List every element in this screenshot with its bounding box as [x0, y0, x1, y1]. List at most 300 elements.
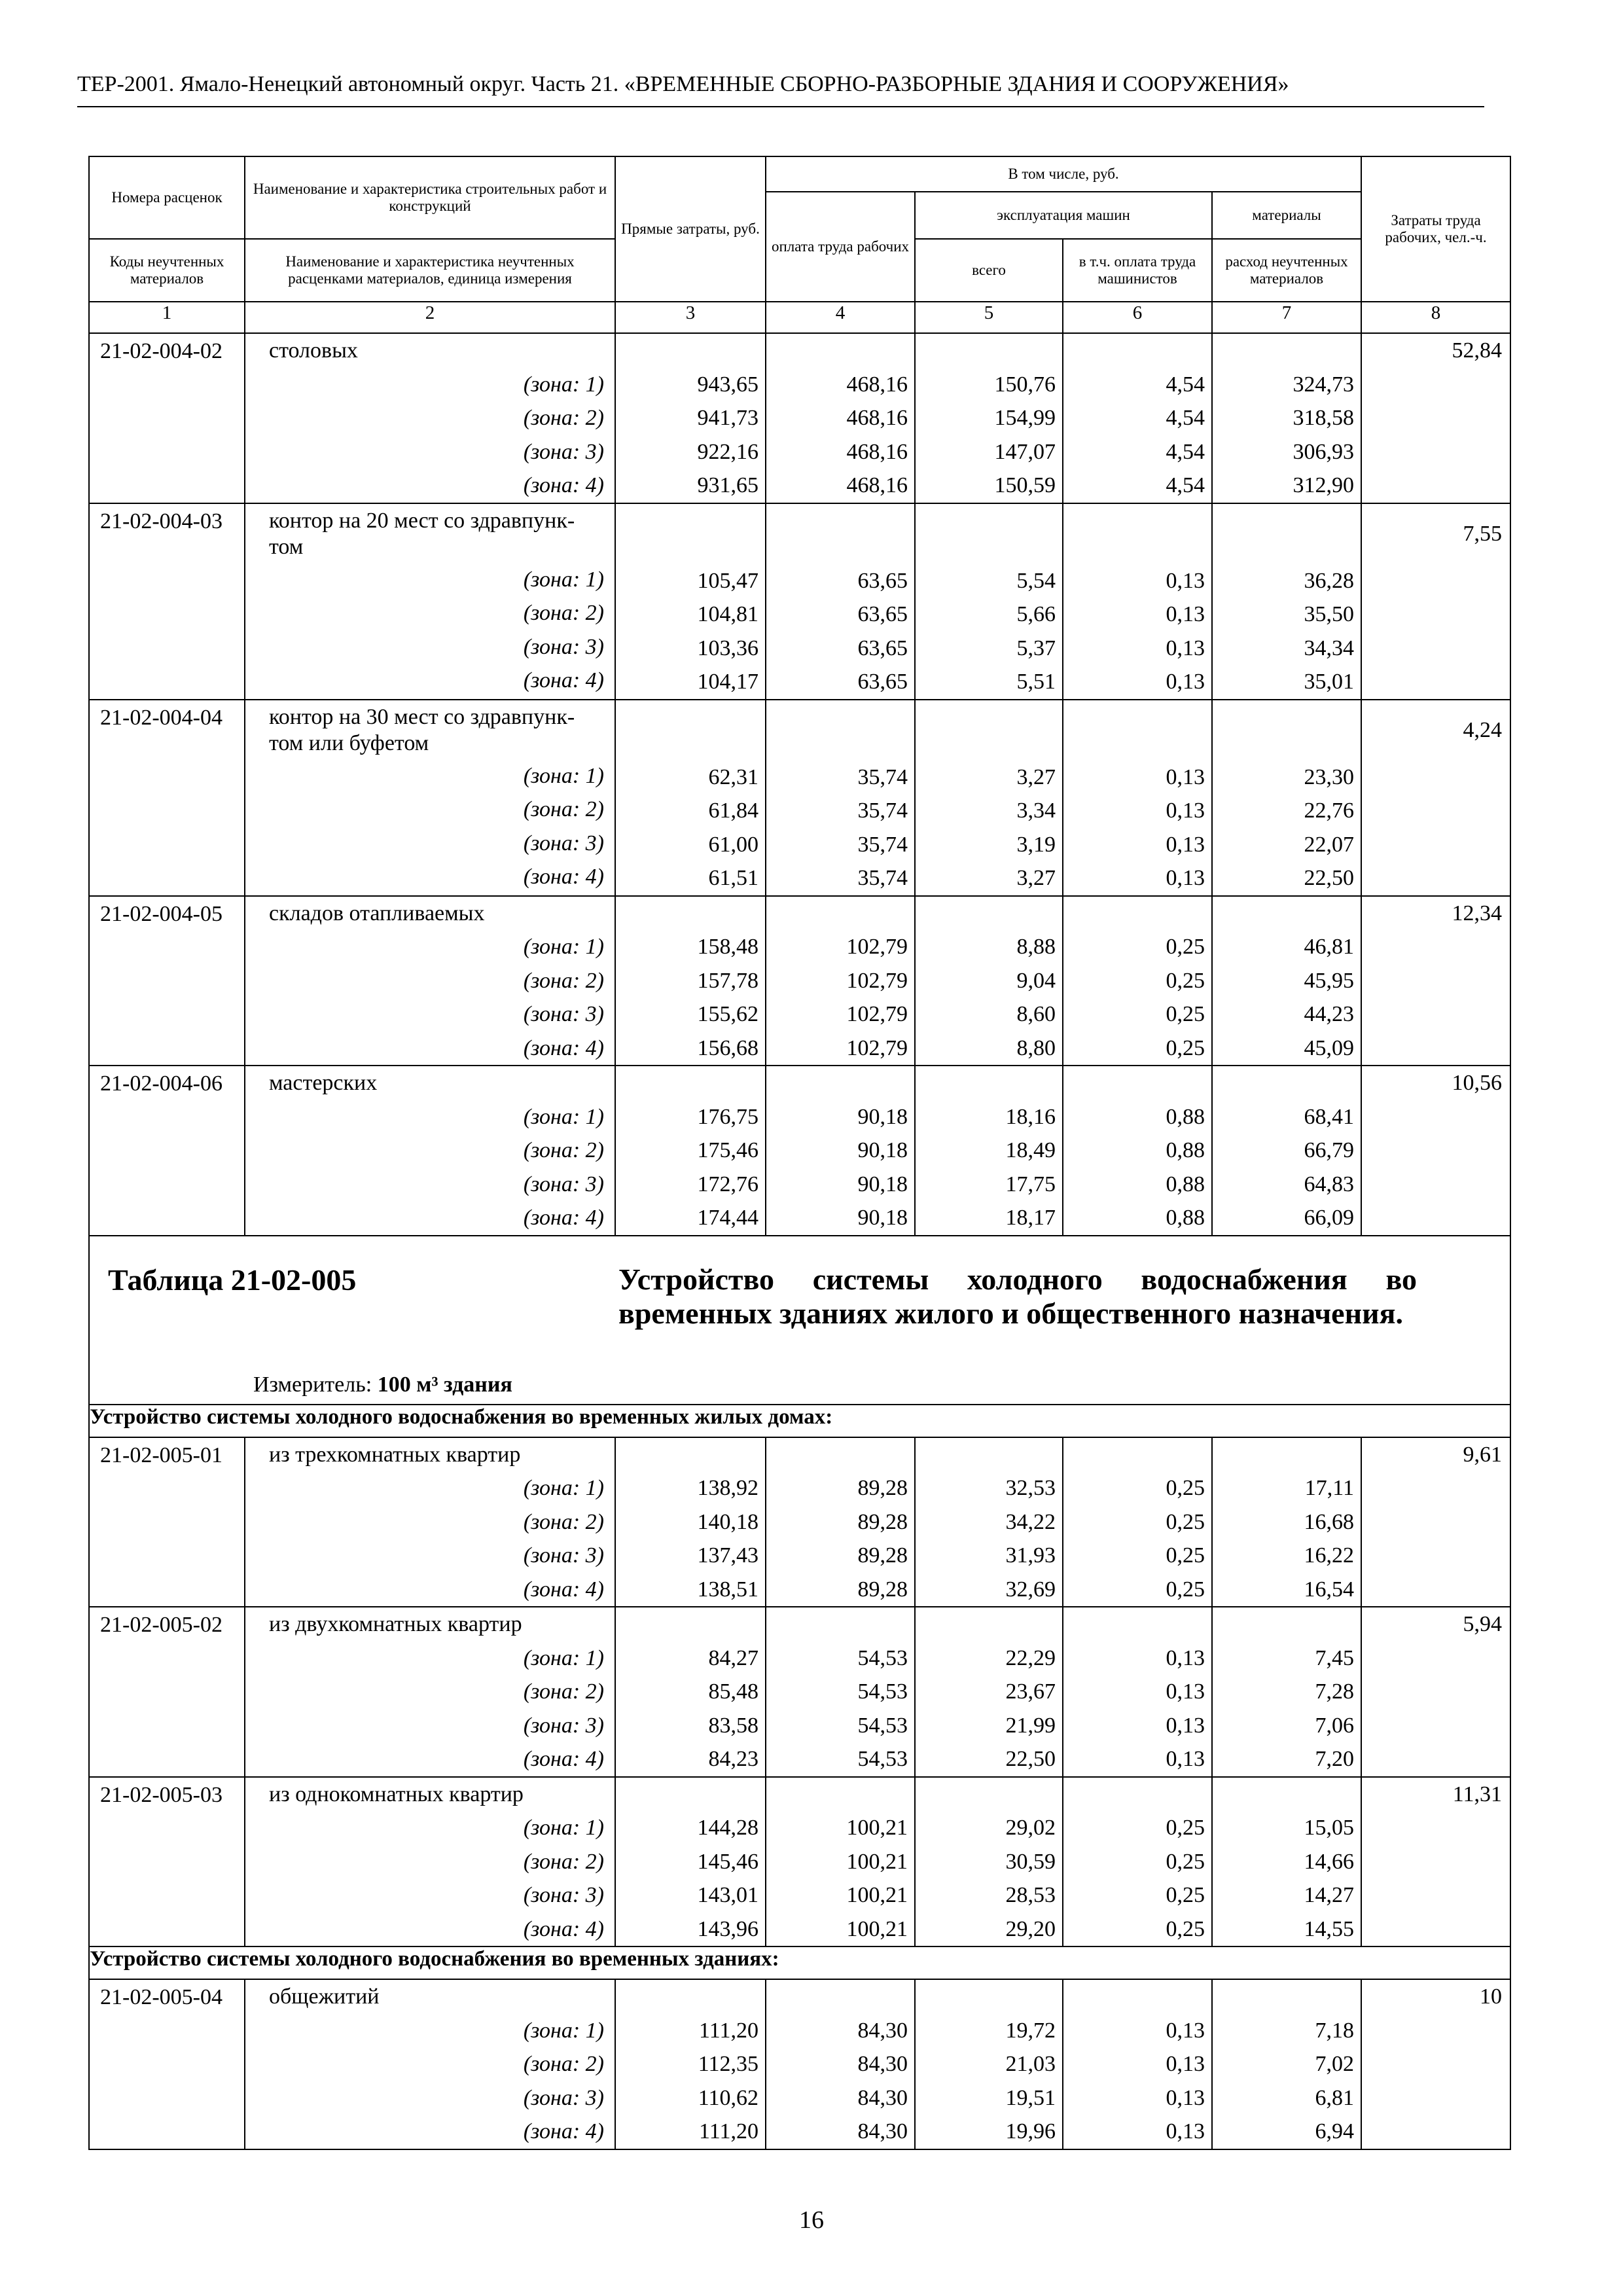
value: 468,16 [846, 439, 908, 464]
page-number: 16 [799, 2206, 824, 2234]
value: 0,13 [1166, 1747, 1205, 1771]
value-cell [1212, 1437, 1361, 1607]
value: 4,54 [1166, 473, 1205, 497]
spacer [916, 334, 1062, 368]
column-number: 3 [615, 302, 766, 333]
spacer [1063, 504, 1211, 564]
value-cell [1063, 1066, 1212, 1236]
value: 104,17 [697, 670, 758, 694]
col-machinist-pay: в т.ч. оплата труда машинистов [1063, 239, 1212, 302]
rates-group-c [89, 1979, 1510, 2149]
value: 17,11 [1304, 1476, 1355, 1500]
value: 16,54 [1304, 1577, 1355, 1602]
zone-label: (зона: 3) [523, 634, 604, 659]
value: 3,19 [1016, 832, 1056, 857]
zone-label: (зона: 2) [523, 797, 604, 821]
spacer [916, 1980, 1062, 2014]
col-total: всего [915, 239, 1063, 302]
value: 64,83 [1304, 1172, 1355, 1196]
value-cell [1212, 503, 1361, 700]
value: 28,53 [1005, 1883, 1056, 1907]
labor-cell [1361, 896, 1510, 1066]
value: 21,99 [1005, 1713, 1056, 1738]
work-name [245, 700, 615, 759]
value-cell [766, 503, 915, 700]
rate-code: 21-02-004-06 [89, 1066, 245, 1236]
spacer [766, 504, 914, 564]
zone-label: (зона: 3) [523, 439, 604, 464]
labor-value: 7,55 [1463, 521, 1503, 546]
spacer [1063, 1607, 1211, 1641]
value: 137,43 [697, 1543, 758, 1568]
labor-cell [1361, 503, 1510, 700]
work-name-cell [245, 503, 615, 700]
spacer [766, 334, 914, 368]
value: 100,21 [846, 1816, 908, 1840]
work-name-cell [245, 1066, 615, 1236]
value: 29,20 [1005, 1916, 1056, 1941]
spacer [616, 1607, 765, 1641]
value: 90,18 [857, 1172, 908, 1196]
value: 0,25 [1166, 1816, 1205, 1840]
rate-group-row [89, 1607, 1510, 1777]
table-title: Таблица 21-02-005 [108, 1263, 357, 1297]
value: 0,25 [1166, 1883, 1205, 1907]
labor-value: 11,31 [1452, 1782, 1503, 1806]
value: 468,16 [846, 372, 908, 397]
spacer [766, 1980, 914, 2014]
section-heading-row [89, 1405, 1510, 1437]
zone-label: (зона: 1) [523, 1816, 604, 1840]
spacer [766, 700, 914, 761]
zone-label: (зона: 2) [523, 2052, 604, 2076]
value-cell [766, 700, 915, 896]
value: 111,20 [699, 2119, 758, 2144]
value: 468,16 [846, 473, 908, 497]
value: 138,92 [697, 1476, 758, 1500]
zone-label: (зона: 2) [523, 1509, 604, 1534]
value: 84,30 [857, 2119, 908, 2144]
labor-value: 4,24 [1463, 717, 1503, 742]
value: 68,41 [1304, 1104, 1355, 1129]
value: 112,35 [698, 2052, 758, 2076]
value: 34,34 [1304, 636, 1355, 660]
value: 46,81 [1304, 935, 1355, 959]
value-cell [915, 1607, 1063, 1777]
spacer [1213, 504, 1361, 564]
labor-cell [1361, 1979, 1510, 2149]
spacer [616, 1980, 765, 2014]
value: 18,17 [1005, 1206, 1056, 1230]
spacer [1213, 1066, 1361, 1100]
value: 943,65 [697, 372, 758, 397]
value: 19,96 [1005, 2119, 1056, 2144]
value: 54,53 [857, 1645, 908, 1670]
value-cell [615, 503, 766, 700]
rate-code: 21-02-004-03 [89, 503, 245, 700]
zone-label: (зона: 2) [523, 1138, 604, 1162]
value: 84,23 [708, 1747, 758, 1771]
value: 0,25 [1166, 1035, 1205, 1060]
work-name-line: контор на 20 мест со здравпунк- [269, 508, 575, 533]
column-number: 6 [1063, 302, 1212, 333]
value: 5,66 [1016, 602, 1056, 626]
zone-label: (зона: 3) [523, 1713, 604, 1738]
rate-group-row [89, 1777, 1510, 1947]
value: 145,46 [697, 1849, 758, 1874]
spacer [766, 1607, 914, 1641]
value-cell [915, 1066, 1063, 1236]
value-cell [1212, 1979, 1361, 2149]
labor-value: 52,84 [1452, 338, 1503, 363]
value: 14,27 [1304, 1883, 1355, 1907]
zone-label: (зона: 1) [523, 763, 604, 788]
table-005-heading-row [89, 1236, 1510, 1405]
value: 31,93 [1005, 1543, 1056, 1568]
spacer [766, 1438, 914, 1472]
spacer [916, 1607, 1062, 1641]
spacer [916, 897, 1062, 931]
value: 7,06 [1315, 1713, 1355, 1738]
value: 45,09 [1304, 1035, 1355, 1060]
spacer [916, 700, 1062, 761]
value: 102,79 [846, 935, 908, 959]
value-cell [766, 1066, 915, 1236]
rate-code: 21-02-005-04 [89, 1979, 245, 2149]
rate-group-row [89, 1979, 1510, 2149]
value: 0,25 [1166, 1849, 1205, 1874]
value: 0,25 [1166, 935, 1205, 959]
value: 0,25 [1166, 1002, 1205, 1026]
value: 0,13 [1166, 1645, 1205, 1670]
value: 62,31 [708, 764, 758, 789]
value: 61,84 [708, 798, 758, 823]
value: 8,60 [1016, 1002, 1056, 1026]
spacer [1063, 1980, 1211, 2014]
value: 103,36 [697, 636, 758, 660]
value: 61,00 [708, 832, 758, 857]
rate-code: 21-02-005-03 [89, 1777, 245, 1947]
rates-group-b [89, 1437, 1510, 1947]
section-heading-row [89, 1946, 1510, 1979]
spacer [766, 897, 914, 931]
value: 0,13 [1166, 2052, 1205, 2076]
value: 4,54 [1166, 406, 1205, 430]
value-cell [1212, 1777, 1361, 1947]
value: 16,22 [1304, 1543, 1355, 1568]
rate-group-row [89, 1437, 1510, 1607]
work-name: из двухкомнатных квартир [269, 1612, 522, 1636]
value: 0,13 [1166, 602, 1205, 626]
value-cell [1212, 1066, 1361, 1236]
spacer [916, 1066, 1062, 1100]
value-cell [766, 1979, 915, 2149]
value: 7,18 [1315, 2018, 1355, 2043]
value: 35,01 [1304, 670, 1355, 694]
value: 0,88 [1166, 1104, 1205, 1129]
labor-value: 5,94 [1463, 1612, 1503, 1636]
zone-label: (зона: 4) [523, 1747, 604, 1771]
labor-cell [1361, 1777, 1510, 1947]
spacer [1213, 1607, 1361, 1641]
value: 0,13 [1166, 568, 1205, 593]
value-cell [1212, 1607, 1361, 1777]
value: 312,90 [1293, 473, 1355, 497]
value: 21,03 [1005, 2052, 1056, 2076]
value: 22,50 [1005, 1747, 1056, 1771]
table-description: Устройство системы холодного водоснабжения во временных зданиях жилого и общественного назначения. [618, 1262, 1417, 1330]
zone-label: (зона: 4) [523, 865, 604, 889]
value: 54,53 [857, 1747, 908, 1771]
value: 111,20 [699, 2018, 758, 2043]
value: 7,45 [1315, 1645, 1355, 1670]
value: 5,54 [1016, 568, 1056, 593]
labor-cell [1361, 1437, 1510, 1607]
zone-label: (зона: 1) [523, 1104, 604, 1129]
value-cell [615, 333, 766, 503]
col-including: В том числе, руб. [766, 156, 1361, 192]
zone-label: (зона: 1) [523, 935, 604, 959]
rates-table-container [88, 156, 1510, 2150]
column-number: 7 [1212, 302, 1361, 333]
value: 102,79 [846, 1035, 908, 1060]
column-number: 8 [1361, 302, 1510, 333]
col-labor-costs: Затраты труда рабочих, чел.-ч. [1361, 156, 1510, 302]
column-number: 2 [245, 302, 615, 333]
zone-label: (зона: 4) [523, 1035, 604, 1060]
value: 100,21 [846, 1883, 908, 1907]
zone-label: (зона: 2) [523, 1849, 604, 1874]
spacer [1213, 700, 1361, 761]
value: 54,53 [857, 1679, 908, 1704]
zone-label: (зона: 3) [523, 831, 604, 855]
spacer [916, 1438, 1062, 1472]
spacer [1063, 1066, 1211, 1100]
zone-label: (зона: 3) [523, 1883, 604, 1907]
value: 306,93 [1293, 439, 1355, 464]
rate-code: 21-02-005-01 [89, 1437, 245, 1607]
zone-label: (зона: 1) [523, 372, 604, 397]
value: 0,25 [1166, 1509, 1205, 1534]
labor-cell [1361, 700, 1510, 896]
value-cell [1063, 1979, 1212, 2149]
spacer [1063, 334, 1211, 368]
work-name-line: том [269, 534, 304, 559]
rate-group-row [89, 503, 1510, 700]
value: 4,54 [1166, 372, 1205, 397]
value: 54,53 [857, 1713, 908, 1738]
value-cell [1212, 896, 1361, 1066]
section-2-heading [89, 1946, 1510, 1979]
zone-label: (зона: 4) [523, 2119, 604, 2144]
value: 19,72 [1005, 2018, 1056, 2043]
col-rate-numbers: Номера расценок [89, 156, 245, 239]
value: 32,69 [1005, 1577, 1056, 1602]
value: 0,25 [1166, 1476, 1205, 1500]
value-cell [766, 1607, 915, 1777]
value: 102,79 [846, 1002, 908, 1026]
value: 158,48 [697, 935, 758, 959]
work-name: из трехкомнатных квартир [269, 1442, 521, 1467]
value: 6,94 [1315, 2119, 1355, 2144]
value: 0,13 [1166, 670, 1205, 694]
value: 90,18 [857, 1104, 908, 1129]
value: 172,76 [697, 1172, 758, 1196]
work-name: столовых [269, 338, 358, 363]
spacer [616, 1778, 765, 1812]
value: 110,62 [698, 2085, 758, 2110]
value: 8,80 [1016, 1035, 1056, 1060]
value: 89,28 [857, 1577, 908, 1602]
section-heading: Устройство системы холодного водоснабжения во временных жилых домах: [89, 1405, 1510, 1437]
value: 35,74 [857, 832, 908, 857]
work-name-cell [245, 333, 615, 503]
zone-label: (зона: 3) [523, 1543, 604, 1568]
labor-value: 10,56 [1452, 1071, 1503, 1095]
zone-label: (зона: 1) [523, 567, 604, 592]
zone-label: (зона: 3) [523, 1002, 604, 1026]
value: 5,51 [1016, 670, 1056, 694]
rates-group-a [89, 333, 1510, 1236]
value: 0,13 [1166, 1713, 1205, 1738]
spacer [1213, 334, 1361, 368]
work-name-line: том или буфетом [269, 730, 429, 755]
value: 155,62 [697, 1002, 758, 1026]
value: 66,79 [1304, 1138, 1355, 1162]
spacer [1213, 1438, 1361, 1472]
column-number: 5 [915, 302, 1063, 333]
value: 0,13 [1166, 636, 1205, 660]
value: 14,66 [1304, 1849, 1355, 1874]
labor-cell [1361, 333, 1510, 503]
header-rule [77, 106, 1484, 107]
value-cell [915, 1979, 1063, 2149]
spacer [1063, 1778, 1211, 1812]
value: 22,50 [1304, 866, 1355, 890]
value: 0,25 [1166, 1577, 1205, 1602]
value: 0,88 [1166, 1206, 1205, 1230]
value: 931,65 [697, 473, 758, 497]
rates-table [88, 156, 1511, 2150]
value: 150,76 [994, 372, 1056, 397]
col-material-name: Наименование и характеристика неучтенных расценками материалов, единица измерения [245, 239, 615, 302]
value: 468,16 [846, 406, 908, 430]
work-name-cell [245, 1437, 615, 1607]
value: 18,16 [1005, 1104, 1056, 1129]
labor-value: 10 [1480, 1984, 1503, 2009]
value: 14,55 [1304, 1916, 1355, 1941]
rate-group-row [89, 700, 1510, 896]
column-numbers-row [89, 302, 1510, 333]
value: 6,81 [1315, 2085, 1355, 2110]
value: 8,88 [1016, 935, 1056, 959]
value: 0,88 [1166, 1172, 1205, 1196]
value: 7,20 [1315, 1747, 1355, 1771]
value: 176,75 [697, 1104, 758, 1129]
value: 17,75 [1005, 1172, 1056, 1196]
value: 318,58 [1293, 406, 1355, 430]
value: 35,74 [857, 764, 908, 789]
value: 175,46 [697, 1138, 758, 1162]
value-cell [766, 1437, 915, 1607]
spacer [1213, 897, 1361, 931]
spacer [616, 897, 765, 931]
value: 7,02 [1315, 2052, 1355, 2076]
value: 105,47 [697, 568, 758, 593]
zone-label: (зона: 2) [523, 406, 604, 430]
value: 44,23 [1304, 1002, 1355, 1026]
col-unaccounted-materials: расход неучтенных материалов [1212, 239, 1361, 302]
spacer [766, 1066, 914, 1100]
value-cell [766, 333, 915, 503]
value: 4,54 [1166, 439, 1205, 464]
value: 63,65 [857, 670, 908, 694]
value: 90,18 [857, 1138, 908, 1162]
spacer [1063, 700, 1211, 761]
value: 84,30 [857, 2052, 908, 2076]
running-header: ТЕР-2001. Ямало-Ненецкий автономный округ. Часть 21. «ВРЕМЕННЫЕ СБОРНО-РАЗБОРНЫЕ ЗДАНИЯ И СООРУЖЕНИЯ» [77, 72, 1289, 96]
spacer [616, 1438, 765, 1472]
value: 35,74 [857, 866, 908, 890]
zone-label: (зона: 3) [523, 2085, 604, 2110]
col-worker-pay: оплата труда рабочих [766, 192, 915, 302]
value: 15,05 [1304, 1816, 1355, 1840]
value: 85,48 [708, 1679, 758, 1704]
rate-group-row [89, 333, 1510, 503]
spacer [1063, 1438, 1211, 1472]
value: 29,02 [1005, 1816, 1056, 1840]
zone-label: (зона: 4) [523, 1577, 604, 1602]
value-cell [615, 1607, 766, 1777]
value: 156,68 [697, 1035, 758, 1060]
value: 154,99 [994, 406, 1056, 430]
value: 5,37 [1016, 636, 1056, 660]
value: 84,30 [857, 2018, 908, 2043]
value: 0,25 [1166, 968, 1205, 993]
work-name-cell [245, 1777, 615, 1947]
value: 324,73 [1293, 372, 1355, 397]
work-name-cell [245, 896, 615, 1066]
value-cell [1063, 896, 1212, 1066]
rate-group-row [89, 896, 1510, 1066]
work-name [245, 504, 615, 563]
work-name-cell [245, 1979, 615, 2149]
rate-code: 21-02-005-02 [89, 1607, 245, 1777]
value: 35,74 [857, 798, 908, 823]
value: 35,50 [1304, 602, 1355, 626]
value: 16,68 [1304, 1509, 1355, 1534]
rate-code: 21-02-004-04 [89, 700, 245, 896]
value: 66,09 [1304, 1206, 1355, 1230]
value-cell [915, 1777, 1063, 1947]
spacer [916, 504, 1062, 564]
measurer [253, 1367, 512, 1397]
value: 36,28 [1304, 568, 1355, 593]
spacer [616, 334, 765, 368]
zone-label: (зона: 4) [523, 1206, 604, 1230]
value: 84,30 [857, 2085, 908, 2110]
value-cell [1063, 1437, 1212, 1607]
col-material-codes: Коды неучтенных материалов [89, 239, 245, 302]
value: 9,04 [1016, 968, 1056, 993]
rate-group-row [89, 1066, 1510, 1236]
value: 143,96 [697, 1916, 758, 1941]
value-cell [915, 503, 1063, 700]
work-name: складов отапливаемых [269, 901, 485, 925]
value: 0,13 [1166, 764, 1205, 789]
zone-label: (зона: 4) [523, 1916, 604, 1941]
value: 22,07 [1304, 832, 1355, 857]
